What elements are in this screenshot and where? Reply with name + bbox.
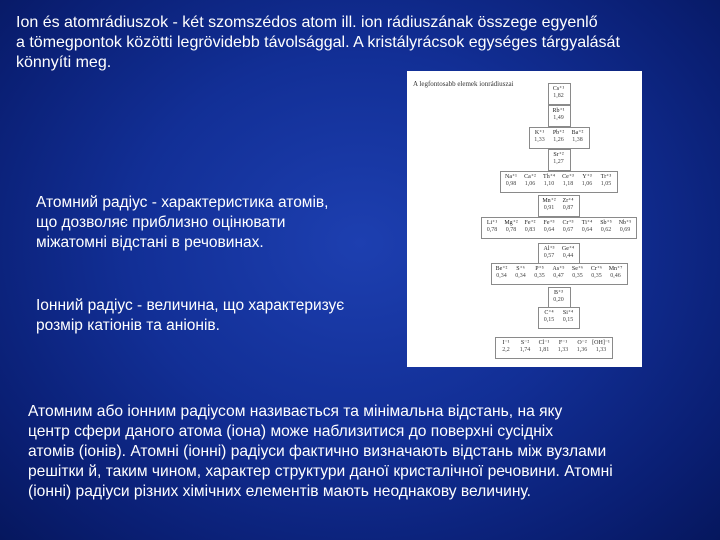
ion-cell: [597, 174, 615, 188]
ion-symbol: Y⁺³: [582, 174, 592, 180]
ion-symbol: Si⁺⁴: [562, 310, 574, 316]
ion-symbol: Rb⁺¹: [552, 108, 565, 114]
ion-symbol: Mn⁺⁷: [608, 266, 623, 272]
ion-radius-value: 1,06: [581, 181, 593, 187]
atomic-radius-definition: Атомний радіус - характеристика атомів, що дозволяє приблизно оцінювати міжатомні відстані в речовинах.: [36, 194, 329, 251]
ion-radius-value: 0,20: [553, 297, 564, 303]
ion-symbol: Ti⁺⁴: [581, 220, 593, 226]
ion-symbol: O⁻²: [577, 340, 587, 346]
ion-cell: [540, 246, 558, 260]
ion-cell: [569, 266, 587, 280]
ion-cell: [531, 266, 549, 280]
ion-radius-value: 0,87: [562, 205, 574, 211]
ion-radius-value: 0,83: [524, 227, 536, 233]
ion-cell: [550, 290, 568, 304]
ion-symbol: Ge⁺⁴: [561, 246, 575, 252]
ion-radius-value: 0,35: [591, 273, 602, 279]
ion-symbol: Cl⁻¹: [538, 340, 550, 346]
ion-cell: [550, 152, 568, 166]
ion-cell: [502, 174, 520, 188]
ion-symbol: K⁺¹: [534, 130, 545, 136]
ion-symbol: Ce⁺³: [562, 174, 574, 180]
ion-symbol: Be⁺²: [495, 266, 508, 272]
ion-cell: [550, 130, 568, 144]
ion-cell: [592, 340, 610, 354]
ion-symbol: Zr⁺⁴: [562, 198, 574, 204]
ion-cell: [483, 220, 501, 234]
ion-radius-value: 1,33: [595, 347, 607, 353]
ion-symbol: Ba⁺²: [571, 130, 584, 136]
ion-cell: [559, 246, 577, 260]
ion-radius-value: 0,34: [515, 273, 526, 279]
ion-cell: [521, 220, 539, 234]
ion-cell: [540, 174, 558, 188]
ion-cell: [559, 220, 577, 234]
table-title: A legfontosabb elemek ionrádiuszai: [413, 80, 514, 88]
ion-symbol: Th⁺⁴: [543, 174, 555, 180]
ion-cell: [550, 266, 568, 280]
ion-symbol: As⁺⁵: [552, 266, 565, 272]
ion-symbol: Fe⁺³: [543, 220, 555, 226]
ion-symbol: Cr⁺³: [562, 220, 574, 226]
ion-radius-value: 0,35: [534, 273, 545, 279]
ion-radius-value: 1,33: [557, 347, 569, 353]
ion-radius-value: 1,10: [543, 181, 555, 187]
ion-radius-value: 1,05: [600, 181, 612, 187]
ion-radius-value: 0,64: [543, 227, 555, 233]
ion-symbol: Cs⁺¹: [552, 86, 565, 92]
ion-cell: [540, 198, 558, 212]
ion-radius-value: 1,27: [553, 159, 564, 165]
ion-cell: [540, 220, 558, 234]
ion-cell: [502, 220, 520, 234]
ion-radius-value: 0,35: [572, 273, 583, 279]
ion-radius-value: 0,47: [553, 273, 564, 279]
ion-radius-value: 0,57: [543, 253, 555, 259]
ion-radius-value: 1,38: [572, 137, 583, 143]
ion-radius-value: 0,69: [619, 227, 631, 233]
ion-radius-value: 1,81: [538, 347, 550, 353]
ion-symbol: Sr⁺²: [553, 152, 564, 158]
ion-radius-value: 0,62: [600, 227, 612, 233]
ion-symbol: S⁺⁶: [516, 266, 525, 272]
radius-explanation-paragraph: Атомним або іонним радіусом називається та мінімальна відстань, на яку центр сфери даного атома (іона) може наблизитися до поверхні сусідніх атомів (іонів). Атомні (іонні) радіуси фактично визначають відстань між вузлами решітки й, таким чином, характер структури даної кристалічної речовини. Атомні (іонні) радіуси різних хімічних елементів мають неоднакову величину.: [28, 403, 613, 500]
ion-symbol: F⁻¹: [558, 340, 568, 346]
ion-radius-value: 0,91: [543, 205, 555, 211]
ion-symbol: Sb⁺⁵: [600, 220, 612, 226]
ion-radius-value: 1,33: [534, 137, 545, 143]
ion-radius-value: 1,82: [553, 93, 564, 99]
ion-cell: [569, 130, 587, 144]
ion-symbol: P⁺⁵: [535, 266, 544, 272]
ion-cell: [616, 220, 634, 234]
ion-symbol: Se⁺⁶: [571, 266, 584, 272]
ion-cell: [521, 174, 539, 188]
ion-cell: [493, 266, 511, 280]
ion-symbol: Pb⁺²: [552, 130, 565, 136]
ion-symbol: Mg⁺²: [504, 220, 518, 226]
ion-symbol: Na⁺¹: [505, 174, 517, 180]
ion-radius-value: 0,64: [581, 227, 593, 233]
ion-cell: [559, 174, 577, 188]
ion-radius-value: 0,98: [505, 181, 517, 187]
ion-symbol: B⁺³: [554, 290, 563, 296]
ion-cell: [512, 266, 530, 280]
ion-symbol: [OH]⁻¹: [592, 340, 610, 346]
ion-radius-value: 1,36: [576, 347, 588, 353]
ion-symbol: I⁻¹: [502, 340, 510, 346]
ion-symbol: Li⁺¹: [486, 220, 498, 226]
ion-symbol: Tr⁺³: [600, 174, 612, 180]
ion-symbol: Mn⁺²: [542, 198, 556, 204]
ion-symbol: Fe⁺²: [524, 220, 536, 226]
ion-radius-value: 0,78: [486, 227, 498, 233]
ion-symbol: Cr⁺⁶: [590, 266, 603, 272]
ion-radius-value: 0,34: [496, 273, 507, 279]
ion-symbol: S⁻²: [520, 340, 530, 346]
ion-radius-value: 1,74: [519, 347, 531, 353]
ion-radius-value: 0,15: [562, 317, 574, 323]
ion-cell: [588, 266, 606, 280]
ion-symbol: Ca⁺²: [524, 174, 536, 180]
ion-radius-value: 0,78: [505, 227, 517, 233]
ion-radius-value: 1,06: [524, 181, 536, 187]
ion-cell: [559, 198, 577, 212]
ion-radius-value: 1,18: [562, 181, 574, 187]
ion-radius-value: 0,67: [562, 227, 574, 233]
ionic-radius-definition: Іонний радіус - величина, що характеризує розмір катіонів та аніонів.: [36, 297, 345, 334]
ion-radius-value: 0,46: [610, 273, 621, 279]
ion-radius-value: 2,2: [502, 347, 510, 353]
ion-symbol: Nb⁺⁵: [618, 220, 632, 226]
ion-cell: [531, 130, 549, 144]
ion-cell: [540, 310, 558, 324]
ion-cell: [535, 340, 553, 354]
ion-cell: [554, 340, 572, 354]
hungarian-paragraph: Ion és atomrádiuszok - két szomszédos atom ill. ion rádiuszának összege egyenlő a tömegpontok közötti legrövidebb távolsággal. A kristályrácsok egységes tárgyalását könnyíti meg.: [16, 14, 620, 71]
ion-cell: [578, 220, 596, 234]
ion-cell: [573, 340, 591, 354]
ion-symbol: C⁺⁴: [544, 310, 554, 316]
ion-cell: [516, 340, 534, 354]
ion-radius-value: 0,44: [562, 253, 574, 259]
ion-cell: [559, 310, 577, 324]
ion-cell: [550, 86, 568, 100]
ion-cell: [550, 108, 568, 122]
ion-cell: [497, 340, 515, 354]
ion-cell: [597, 220, 615, 234]
ionic-radii-table-image: [407, 71, 642, 367]
ion-radius-value: 0,15: [543, 317, 555, 323]
ion-symbol: Al⁺³: [543, 246, 555, 252]
ion-cell: [578, 174, 596, 188]
ion-radius-value: 1,26: [553, 137, 564, 143]
ion-radius-value: 1,49: [553, 115, 564, 121]
ion-cell: [607, 266, 625, 280]
